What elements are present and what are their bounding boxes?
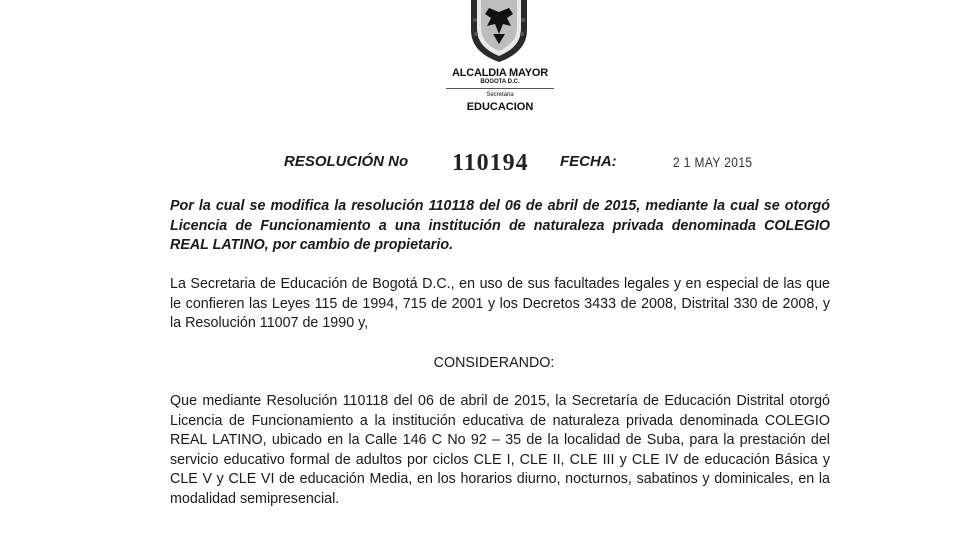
divider (446, 88, 554, 89)
resolution-number: 110194 (452, 150, 529, 176)
org-name: ALCALDIA MAYOR (452, 67, 548, 79)
considering-paragraph: Que mediante Resolución 110118 del 06 de abril de 2015, la Secretaría de Educación Distrital otorgó Licencia de Funcionamiento a la institución educativa de naturaleza privada denominada COLEGIO REAL LATINO, ubicado en la Calle 146 C No 92 – 35 de la localidad de Suba, para la prestación del servicio educativo formal de adultos por ciclos CLE I, CLE II, CLE III y CLE IV de educación Básica y CLE V y CLE VI de educación Media, en los horarios diurno, nocturnos, sabatinos y dominicales, en la modalidad semipresencial. (170, 393, 830, 507)
preamble-paragraph: La Secretaria de Educación de Bogotá D.C., en uso de sus facultades legales y en especial de las que le confieren las Leyes 115 de 1994, 715 de 2001 y los Decretos 3433 de 2008, Distrital 330 de 2008, y la Resolución 11007 de 1990 y, (170, 276, 830, 331)
date-stamp: 2 1 MAY 2015 (673, 154, 753, 170)
coat-of-arms-icon (467, 0, 531, 62)
org-city: BOGOTA D.C. (480, 79, 520, 85)
resolution-subject: Por la cual se modifica la resolución 110118 del 06 de abril de 2015, mediante la cual se otorgó Licencia de Funcionamiento a una institución de naturaleza privada denominada COLEGIO REAL LATINO, por cambio de propietario. (170, 198, 830, 253)
resolution-label: RESOLUCIÓN No (284, 153, 409, 170)
org-secretaria: Secretaria (486, 92, 514, 98)
org-department: EDUCACION (466, 101, 534, 113)
date-label: FECHA: (560, 153, 617, 170)
considering-heading: CONSIDERANDO: (433, 355, 555, 371)
